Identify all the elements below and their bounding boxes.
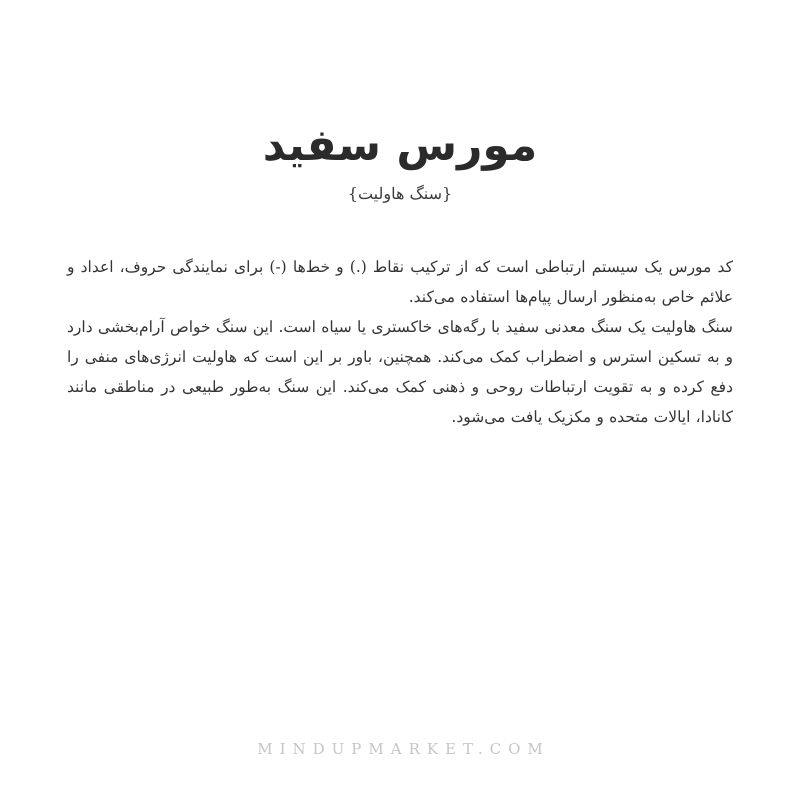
site-watermark: MINDUPMARKET.COM (257, 740, 550, 758)
paragraph-howlite-stone: سنگ هاولیت یک سنگ معدنی سفید با رگه‌های خاکستری یا سیاه است. این سنگ خواص آرام‌بخشی دارد و به تسکین استرس و اضطراب کمک می‌کند. همچنین، باور بر این است که هاولیت انرژی‌های منفی را دفع کرده و به تقویت ارتباطات روحی و ذهنی کمک می‌کند. این سنگ به‌طور طبیعی در مناطقی مانند کانادا، ایالات متحده و مکزیک یافت می‌شود. (67, 318, 733, 426)
paragraph-morse-code: کد مورس یک سیستم ارتباطی است که از ترکیب نقاط (.) و خط‌ها (-) برای نمایندگی حروف، اعداد و علائم خاص به‌منظور ارسال پیام‌ها استفاده می‌کند. (67, 258, 733, 306)
footer (0, 740, 800, 758)
article-body (67, 252, 733, 432)
page-subtitle: {سنگ هاولیت} (347, 183, 453, 203)
page-title: مورس سفید (262, 120, 538, 171)
header (0, 120, 800, 205)
